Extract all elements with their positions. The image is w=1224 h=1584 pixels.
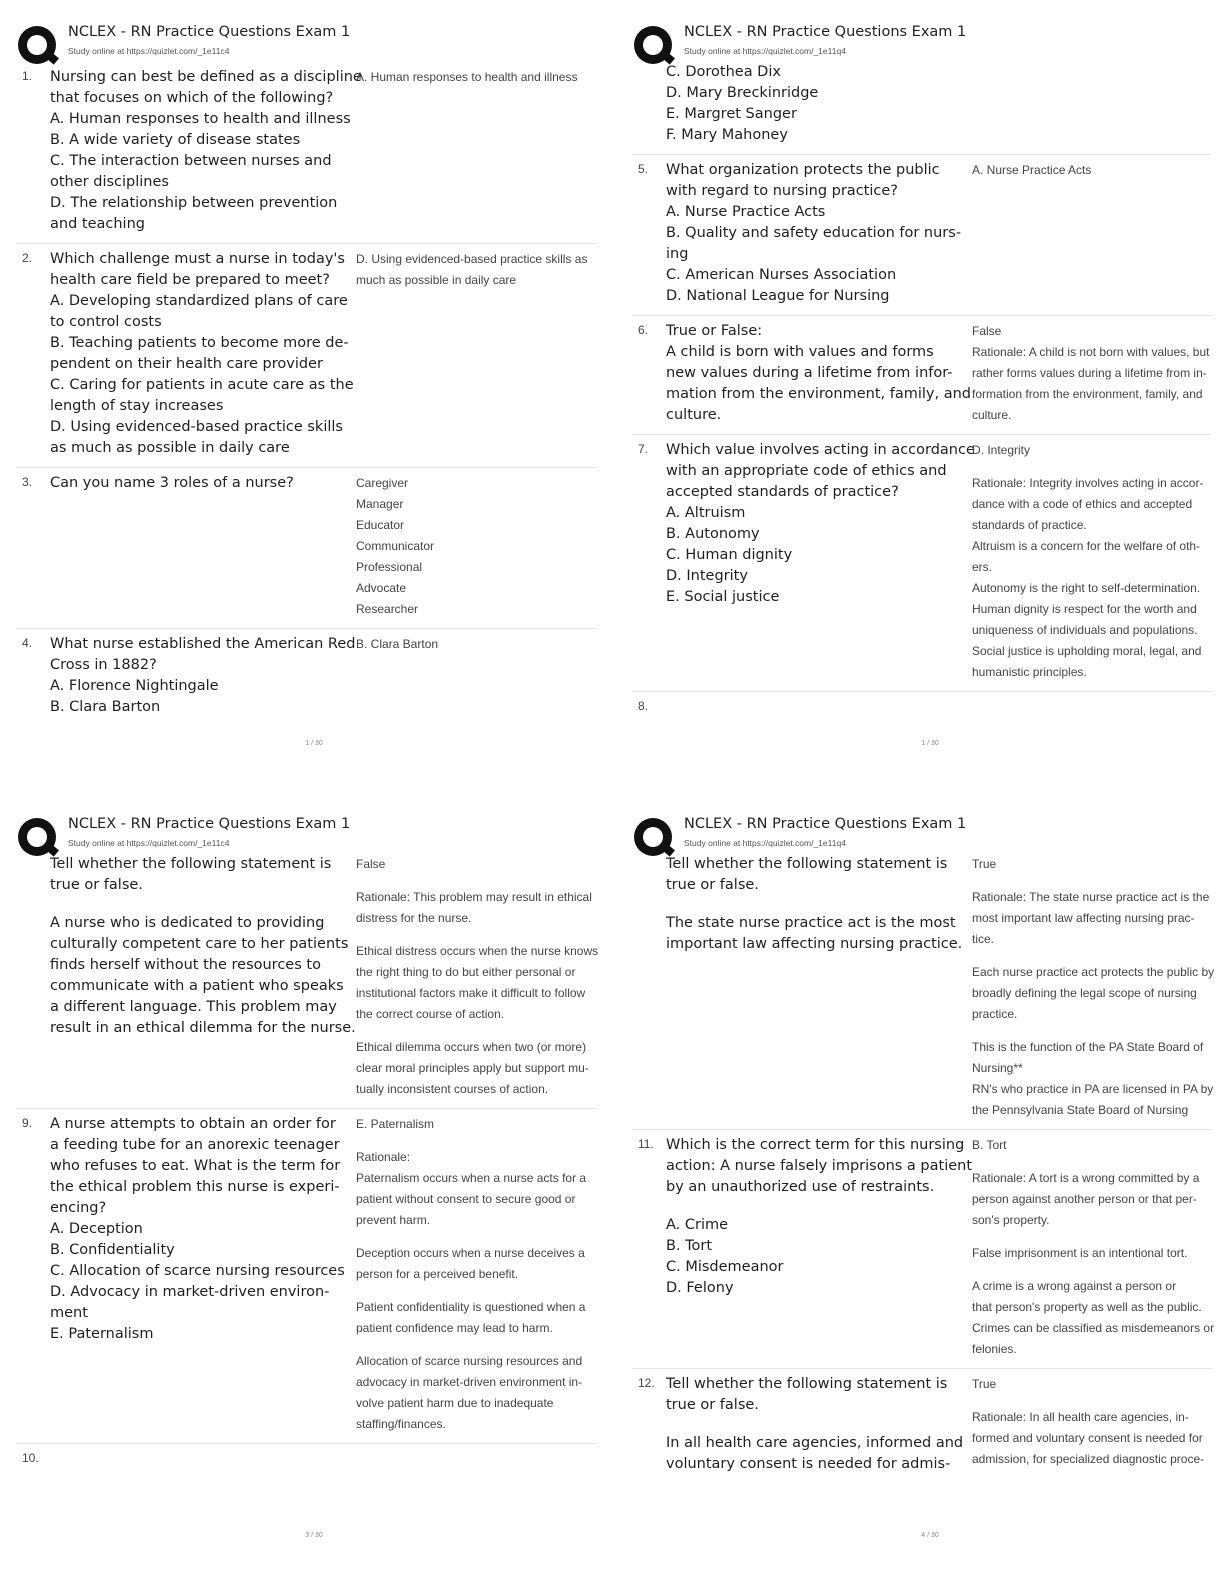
answer-text: B. Tort Rationale: A tort is a wrong committed by a person against another person or that per- son's property. False imprisonment is an intentional tort. A crime is a wrong against a person or that person's property as well as the public. Crimes can be classified as misdemeanors or felonies.: [972, 1138, 1215, 1356]
header-title: NCLEX - RN Practice Questions Exam 1: [68, 816, 351, 832]
question-number: 9.: [22, 1116, 33, 1130]
question-card: [632, 154, 1212, 315]
question-card: [16, 243, 596, 467]
question-number: 8.: [638, 699, 649, 713]
question-text: Nursing can best be defined as a discipline that focuses on which of the following? A. Human responses to health and illness B. A wide variety of disease states C. The interaction between nurses and other disciplines D. The relationship between prevention and teaching: [50, 69, 362, 232]
question-text: Which is the correct term for this nursing action: A nurse falsely imprisons a patient by an unauthorized use of restraints. A. Crime B. Tort C. Misdemeanor D. Felony: [666, 1137, 973, 1296]
question-card: [632, 434, 1212, 691]
question-number: 4.: [22, 636, 33, 650]
page-header: [634, 16, 1224, 64]
question-card: [16, 1443, 596, 1483]
answer-text: E. Paternalism Rationale: Paternalism occurs when a nurse acts for a patient without consent to secure good or prevent harm. Deception occurs when a nurse deceives a person for a perceived benefit. Patient confidentiality is questioned when a patient confidence may lead to harm. Allocation of scarce nursing resources and advocacy in market-driven environment in- volve patient harm due to inadequate staffing/finances.: [356, 1117, 587, 1431]
question-card: [16, 628, 596, 726]
answer-text: A. Human responses to health and illness: [356, 70, 578, 84]
page-number: 1 / 30: [921, 740, 939, 747]
quizlet-logo-icon: [18, 818, 56, 856]
question-card: [632, 1368, 1212, 1483]
question-text: What organization protects the public with regard to nursing practice? A. Nurse Practice Acts B. Quality and safety education for nurs- ing C. American Nurses Association D. National League for Nursing: [666, 162, 962, 304]
page-2: [632, 16, 1224, 796]
question-card-continued: [632, 854, 1215, 1129]
question-number: 5.: [638, 162, 649, 176]
question-text: Tell whether the following statement is true or false. The state nurse practice act is the most important law affecting nursing practice.: [666, 856, 963, 952]
answer-text: False Rationale: A child is not born with values, but rather forms values during a lifetime from in- formation from the environment, family, and culture.: [972, 324, 1210, 422]
question-number: 11.: [638, 1137, 654, 1151]
page-header: [634, 808, 1224, 856]
question-number: 7.: [638, 442, 649, 456]
quizlet-logo-icon: [634, 26, 672, 64]
question-number: 2.: [22, 251, 33, 265]
answer-text: D. Using evidenced-based practice skills as much as possible in daily care: [356, 252, 588, 287]
question-card: [16, 62, 596, 243]
question-text: What nurse established the American Red Cross in 1882? A. Florence Nightingale B. Clara Barton: [50, 636, 356, 715]
header-subtitle: Study online at https://quizlet.com/_1e11q4: [684, 46, 846, 56]
question-text: Tell whether the following statement is true or false. A nurse who is dedicated to providing culturally competent care to her patients finds herself without the resources to communicate with a patient who speaks a different language. This problem may result in an ethical dilemma for the nurse.: [50, 856, 356, 1036]
question-text: C. Dorothea Dix D. Mary Breckinridge E. Margret Sanger F. Mary Mahoney: [666, 64, 819, 143]
answer-text: B. Clara Barton: [356, 637, 439, 651]
question-number: 10.: [22, 1451, 39, 1465]
page-number: 3 / 30: [305, 1532, 323, 1539]
header-title: NCLEX - RN Practice Questions Exam 1: [68, 24, 351, 40]
question-card: [16, 467, 596, 628]
page-4: [632, 808, 1224, 1584]
quizlet-logo-icon: [18, 26, 56, 64]
page-header: [18, 808, 608, 856]
header-subtitle: Study online at https://quizlet.com/_1e11c4: [68, 838, 230, 848]
question-number: 1.: [22, 69, 33, 83]
question-text: Can you name 3 roles of a nurse?: [50, 475, 294, 491]
question-card: [632, 1129, 1215, 1368]
page-1: [16, 16, 612, 796]
header-title: NCLEX - RN Practice Questions Exam 1: [684, 816, 967, 832]
question-text: A nurse attempts to obtain an order for a feeding tube for an anorexic teenager who refuses to eat. What is the term for the ethical problem this nurse is experi- encing? A. Deception B. Confidentiality C. Allocation of scarce nursing resources D. Advocacy in market-driven environ- ment E. Paternalism: [50, 1116, 345, 1342]
header-title: NCLEX - RN Practice Questions Exam 1: [684, 24, 967, 40]
answer-text: A. Nurse Practice Acts: [972, 163, 1092, 177]
question-number: 6.: [638, 323, 649, 337]
question-card-continued: [16, 854, 599, 1108]
header-subtitle: Study online at https://quizlet.com/_1e11q4: [684, 838, 846, 848]
question-card: [632, 315, 1212, 434]
question-number: 3.: [22, 475, 33, 489]
question-text: Which challenge must a nurse in today's health care field be prepared to meet? A. Developing standardized plans of care to control costs B. Teaching patients to become more de- pendent on their health care provider C. Caring for patients in acute care as the length of stay increases D. Using evidenced-based practice skills as much as possible in daily care: [50, 251, 354, 456]
question-card: [632, 691, 1212, 731]
answer-text: Caregiver Manager Educator Communicator Professional Advocate Researcher: [356, 476, 435, 616]
answer-text: D. Integrity Rationale: Integrity involves acting in accor- dance with a code of ethics and accepted standards of practice. Altruism is a concern for the welfare of oth- ers. Autonomy is the right to self-determination. Human dignity is respect for the worth and uniqueness of individuals and populations. Social justice is upholding moral, legal, and humanistic principles.: [972, 443, 1204, 679]
question-card: [16, 1108, 596, 1443]
answer-text: False Rationale: This problem may result in ethical distress for the nurse. Ethical distress occurs when the nurse knows the right thing to do but either personal or institutional factors make it difficult to follow the correct course of action. Ethical dilemma occurs when two (or more) clear moral principles apply but support mu- tually inconsistent courses of action.: [356, 857, 599, 1096]
page-number: 4 / 30: [921, 1532, 939, 1539]
answer-text: True Rationale: The state nurse practice act is the most important law affecting nursing prac- tice. Each nurse practice act protects the public by broadly defining the legal scope of nursing practice. This is the function of the PA State Board of Nursing** RN's who practice in PA are licensed in PA by the Pennsylvania State Board of Nursing: [972, 857, 1215, 1117]
question-text: Tell whether the following statement is true or false. In all health care agencies, informed and voluntary consent is needed for admis-: [666, 1376, 964, 1472]
page-3: [16, 808, 612, 1584]
page-number: 1 / 30: [305, 740, 323, 747]
page-header: [18, 16, 608, 64]
question-text: True or False: A child is born with values and forms new values during a lifetime from infor- mation from the environment, family, and culture.: [666, 323, 971, 423]
question-text: Which value involves acting in accordance with an appropriate code of ethics and accepted standards of practice? A. Altruism B. Autonomy C. Human dignity D. Integrity E. Social justice: [666, 442, 975, 605]
answer-text: True Rationale: In all health care agencies, in- formed and voluntary consent is needed for admission, for specialized diagnostic proce-: [972, 1377, 1205, 1466]
question-card-continued: [632, 62, 1212, 154]
question-number: 12.: [638, 1376, 655, 1390]
header-subtitle: Study online at https://quizlet.com/_1e11c4: [68, 46, 230, 56]
quizlet-logo-icon: [634, 818, 672, 856]
